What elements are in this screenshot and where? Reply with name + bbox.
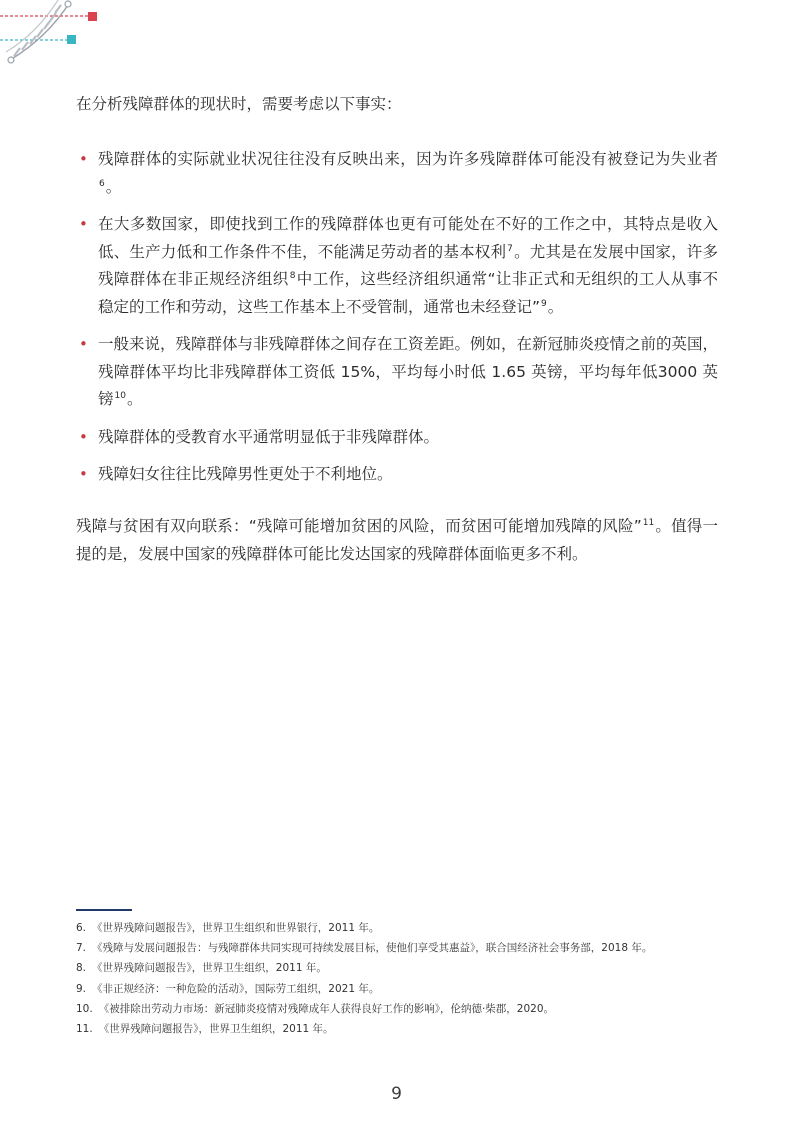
bullet-text: 中工作，这些经济组织通常“让非正式和无组织的工人从事不稳定的工作和劳动，这些工作基本上不受管制，通常也未经登记” [98, 270, 718, 316]
facts-bullet-list [76, 146, 718, 499]
closing-paragraph [76, 512, 718, 568]
footnote-text: 《残障与发展问题报告：与残障群体共同实现可持续发展目标，使他们享受其惠益》，联合国经济社会事务部，2018 年。 [92, 942, 653, 955]
footnote-text: 《世界残障问题报告》，世界卫生组织，2011 年。 [98, 1023, 334, 1036]
footnote-item [76, 918, 756, 938]
deco-teal-square [67, 35, 76, 44]
closing-text: 。值得一提的是，发展中国家的残障群体可能比发达国家的残障群体面临更多不利。 [76, 517, 718, 563]
list-item [76, 461, 718, 489]
bullet-dot-icon: • [79, 427, 88, 446]
bullet-text: 。尤其是在发展中国家，许多残障群体在非正规经济组织 [98, 242, 718, 288]
footnote-text: 《世界残障问题报告》，世界卫生组织和世界银行，2011 年。 [92, 922, 380, 934]
bullet-text: 。 [105, 177, 122, 196]
list-item [76, 146, 718, 201]
deco-ticks [14, 5, 61, 56]
bullet-text: 一般来说，残障群体与非残障群体之间存在工资差距。例如，在新冠肺炎疫情之前的英国，残障群体平均比非残障群体工资低 15%，平均每小时低 1.65 英镑，平均每年低3000 英镑 [98, 335, 719, 408]
footnote-ref: 6 [99, 178, 105, 189]
footnote-ref: 10 [114, 391, 126, 401]
corner-decoration-graphic [0, 0, 110, 70]
footnote-number: 9. [76, 982, 87, 995]
bullet-text: 残障妇女往往比残障男性更处于不利地位。 [98, 465, 393, 483]
footnote-text: 《世界残障问题报告》，世界卫生组织，2011 年。 [92, 962, 327, 975]
bullet-dot-icon: • [79, 465, 88, 483]
footnote-item [76, 938, 756, 958]
list-item [76, 331, 718, 414]
footnote-divider [76, 909, 132, 911]
footnote-number: 11. [76, 1023, 93, 1036]
bullet-text: 在大多数国家，即使找到工作的残障群体也更有可能处在不好的工作之中，其特点是收入低、生产力低和工作条件不佳，不能满足劳动者的基本权利 [98, 215, 718, 261]
footnote-number: 6. [76, 922, 87, 934]
bullet-text: 。 [547, 297, 564, 316]
bullet-text: 残障群体的实际就业状况往往没有反映出来，因为许多残障群体可能没有被登记为失业者 [98, 150, 718, 168]
footnote-item [76, 1019, 756, 1039]
intro-paragraph: 在分析残障群体的现状时，需要考虑以下事实： [76, 95, 402, 113]
deco-circle-top [65, 1, 71, 7]
deco-red-square [88, 12, 97, 21]
list-item [76, 211, 718, 321]
bullet-text: 残障群体的受教育水平通常明显低于非残障群体。 [98, 427, 440, 446]
footnote-item [76, 979, 756, 999]
footnote-ref: 7 [507, 243, 513, 254]
footnote-ref: 11 [642, 518, 655, 528]
bullet-dot-icon: • [79, 215, 88, 233]
deco-curve-outer [10, 2, 70, 60]
footnote-number: 7. [76, 942, 87, 955]
closing-text: 残障与贫困有双向联系：“残障可能增加贫困的风险，而贫困可能增加残障的风险” [76, 517, 642, 535]
footnote-ref: 8 [289, 271, 296, 281]
footnote-number: 10. [76, 1002, 93, 1015]
bullet-dot-icon: • [79, 150, 88, 168]
bullet-text: 。 [126, 390, 143, 408]
footnote-item [76, 999, 756, 1019]
footnote-text: 《非正规经济：一种危险的活动》，国际劳工组织，2021 年。 [92, 982, 380, 995]
footnote-ref: 9 [541, 298, 547, 309]
page-number: 9 [391, 1084, 402, 1104]
footnote-number: 8. [76, 962, 87, 975]
footnotes-list [76, 918, 756, 1039]
bullet-dot-icon: • [79, 335, 88, 353]
deco-circle-bottom [8, 57, 14, 63]
list-item [76, 424, 718, 452]
footnote-item [76, 958, 756, 978]
footnote-text: 《被排除出劳动力市场：新冠肺炎疫情对残障成年人获得良好工作的影响》，伦纳德·柴郡，2020。 [98, 1002, 555, 1015]
